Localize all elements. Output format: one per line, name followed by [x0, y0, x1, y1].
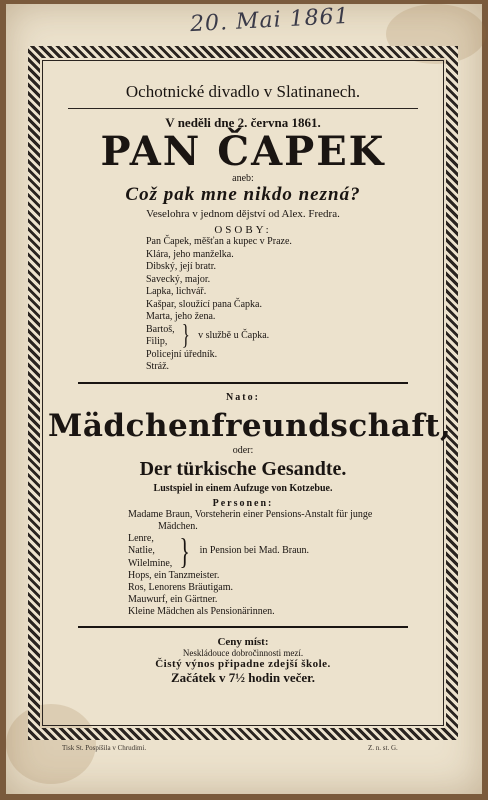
- play1-title: PAN ČAPEK: [100, 128, 386, 175]
- brace-icon: }: [181, 320, 190, 351]
- play2-subtitle: Der türkische Gesandte.: [139, 457, 347, 480]
- play1-cast-list: [146, 236, 438, 374]
- play2-cast-list: [128, 509, 438, 619]
- play1-description: Veselohra v jednom dějství od Alex. Fredra.: [146, 208, 340, 220]
- printer-imprint: Tisk St. Pospíšila v Chrudimi.: [62, 744, 147, 752]
- handwritten-note: 20. Mai 1861: [189, 3, 351, 38]
- cast-item: Klára, jeho manželka.: [146, 248, 234, 260]
- prices-heading: Ceny míst:: [217, 636, 269, 648]
- cast-item: Marta, jeho žena.: [146, 311, 216, 322]
- cast-group-label: v službě u Čapka.: [198, 329, 270, 341]
- cast-item: Pan Čapek, měšťan a kupec v Praze.: [146, 236, 292, 247]
- performance-date: V neděli dne 2. června 1861.: [165, 115, 321, 130]
- cast-item: Ros, Lenorens Bräutigam.: [128, 582, 233, 593]
- cast-item: Mädchen.: [158, 520, 198, 532]
- play1-subtitle: Což pak mne nikdo nezná?: [125, 184, 361, 205]
- cast-item: Lenre,: [128, 532, 154, 544]
- play2-connector: oder:: [232, 444, 254, 456]
- cast-item: Savecký, major.: [146, 273, 211, 285]
- play1-cast-heading: OSOBY:: [214, 224, 272, 236]
- cast-item: Policejní úředník.: [146, 348, 218, 360]
- prices-note: Neskládouce dobročinnosti mezí.: [182, 648, 304, 658]
- cast-item: Dibský, její bratr.: [146, 261, 216, 272]
- start-time: Začátek v 7½ hodin večer.: [171, 670, 315, 685]
- play2-description: Lustspiel in einem Aufzuge von Kotzebue.: [153, 482, 333, 494]
- cast-item: Natlie,: [128, 545, 155, 556]
- play2-title: Mädchenfreundschaft,: [48, 407, 452, 444]
- play2-cast-heading: Personen:: [212, 497, 274, 509]
- divider: [68, 108, 418, 109]
- cast-item: Kašpar, sloužící pana Čapka.: [146, 298, 262, 310]
- cast-item: Hops, ein Tanzmeister.: [128, 570, 220, 581]
- playbill-content: [48, 70, 452, 720]
- cast-item: Stráž.: [146, 361, 170, 372]
- cast-item: Wilelmine,: [128, 557, 173, 569]
- cast-item: Bartoš,: [146, 323, 175, 335]
- printer-mark: Z. n. st. G.: [368, 744, 398, 752]
- divider: [78, 626, 408, 628]
- section-divider-label: Nato:: [226, 391, 260, 403]
- cast-group-label: in Pension bei Mad. Braun.: [199, 545, 310, 557]
- brace-icon: }: [179, 531, 191, 572]
- cast-item: Lapka, lichvář.: [146, 286, 207, 297]
- cast-item: Kleine Mädchen als Pensionärinnen.: [128, 606, 275, 617]
- cast-item: Madame Braun, Vorsteherin einer Pensions-Anstalt für junge: [128, 508, 373, 520]
- cast-item: Filip,: [146, 336, 168, 347]
- cast-group: [146, 320, 438, 351]
- theatre-name: Ochotnické divadlo v Slatinanech.: [125, 82, 361, 101]
- cast-item: Mauwurf, ein Gärtner.: [128, 594, 218, 605]
- cast-group: [128, 533, 438, 571]
- play1-connector: aneb:: [232, 173, 254, 184]
- divider: [78, 382, 408, 384]
- proceeds-note: Čistý výnos připadne zdejší škole.: [155, 658, 331, 670]
